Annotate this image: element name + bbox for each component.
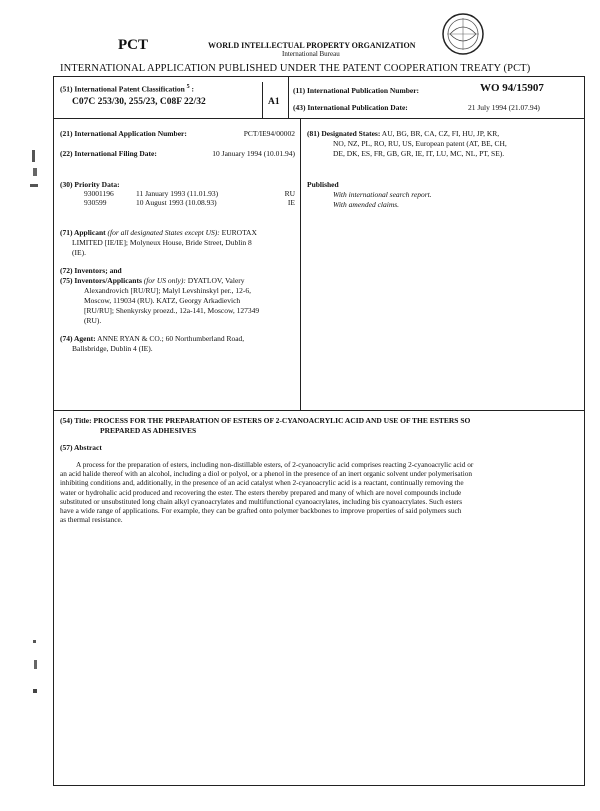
pub-date-value: 21 July 1994 (21.07.94): [468, 103, 540, 112]
published: Published With international search report. With amended claims.: [307, 180, 432, 209]
margin-mark: [32, 150, 35, 162]
pub-number-value: WO 94/15907: [480, 82, 544, 94]
wipo-logo: [441, 12, 485, 56]
priority-row: 930599 10 August 1993 (10.08.93) IE: [84, 198, 295, 207]
abstract-label: (57) Abstract: [60, 443, 102, 452]
kind-code: A1: [268, 97, 280, 107]
pub-date-label: (43) International Publication Date:: [293, 103, 408, 112]
pub-number-label: (11) International Publication Number:: [293, 86, 420, 95]
margin-mark: [33, 168, 37, 176]
ipc-label: (51) International Patent Classification $^5$ :: [60, 84, 195, 94]
inventors-applicants: (75) Inventors/Applicants (for US only): DYATLOV, Valery Alexandrovich [RU/RU]; Malyl Levshinskyl per., 12-6, Moscow, 119034 (RU). KATZ, Georgy Arkadievich [RU/RU]; Shenkyrsky proezd., 12a-141, Moscow, 127349 (RU).: [60, 276, 260, 325]
agent: (74) Agent: ANNE RYAN & CO.; 60 Northumberland Road, Ballsbridge, Dublin 4 (IE).: [60, 334, 245, 353]
applicant: (71) Applicant (for all designated States except US): EUROTAX LIMITED [IE/IE]; Molyneux House, Bride Street, Dublin 8 (IE).: [60, 228, 257, 257]
margin-mark: [30, 184, 38, 187]
banner-title: INTERNATIONAL APPLICATION PUBLISHED UNDER THE PATENT COOPERATION TREATY (PCT): [60, 63, 531, 74]
margin-mark: [33, 689, 37, 693]
pct-label: PCT: [118, 37, 148, 53]
ipc-value: C07C 253/30, 255/23, C08F 22/32: [72, 97, 206, 107]
priority-row: 93001196 11 January 1993 (11.01.93) RU: [84, 189, 295, 198]
application-number: (21) International Application Number: PCT/IE94/00002: [60, 129, 295, 138]
margin-mark: [33, 640, 36, 643]
abstract-text: A process for the preparation of esters, including non-distillable esters, of 2-cyanoacrylic acid comprises reacting 2-cyanoacrylic acid or an acid halide thereof with an alcohol, including a diol or polyol, or a phenol in the presence of an inert organic solvent under polymerisation inhibiting conditions and, additionally, in the presence of an acid catalyst when 2-cyanoacrylic acid is a reactant, continually removing the water or hydrohalic acid produced and recovering the ester. The esters thereby prepared and many of which are novel compounds include substituted or unsubstituted long chain alkyl cyanoacrylates and multifunctional cyanoacrylates, including bis cyanoacrylates. Such esters have a wide range of applications. For example, they can be grafted onto polymer backbones to improve properties of said polymers such as thermal resistance.: [60, 460, 474, 525]
filing-date: (22) International Filing Date: 10 January 1994 (10.01.94): [60, 149, 295, 158]
margin-mark: [34, 660, 37, 669]
inventors-label: (72) Inventors; and: [60, 266, 122, 275]
bureau-name: International Bureau: [282, 50, 340, 58]
designated-states: (81) Designated States: AU, BG, BR, CA, CZ, FI, HU, JP, KR, NO, NZ, PL, RO, RU, US, European patent (AT, BE, CH, DE, DK, ES, FR, GB, GR, IE, IT, LU, MC, NL, PT, SE).: [307, 129, 507, 158]
organization-name: WORLD INTELLECTUAL PROPERTY ORGANIZATION: [208, 41, 416, 50]
priority-label: (30) Priority Data:: [60, 180, 120, 189]
title: (54) Title: PROCESS FOR THE PREPARATION OF ESTERS OF 2-CYANOACRYLIC ACID AND USE OF THE ESTERS SO PREPARED AS ADHESIVES: [60, 416, 471, 435]
